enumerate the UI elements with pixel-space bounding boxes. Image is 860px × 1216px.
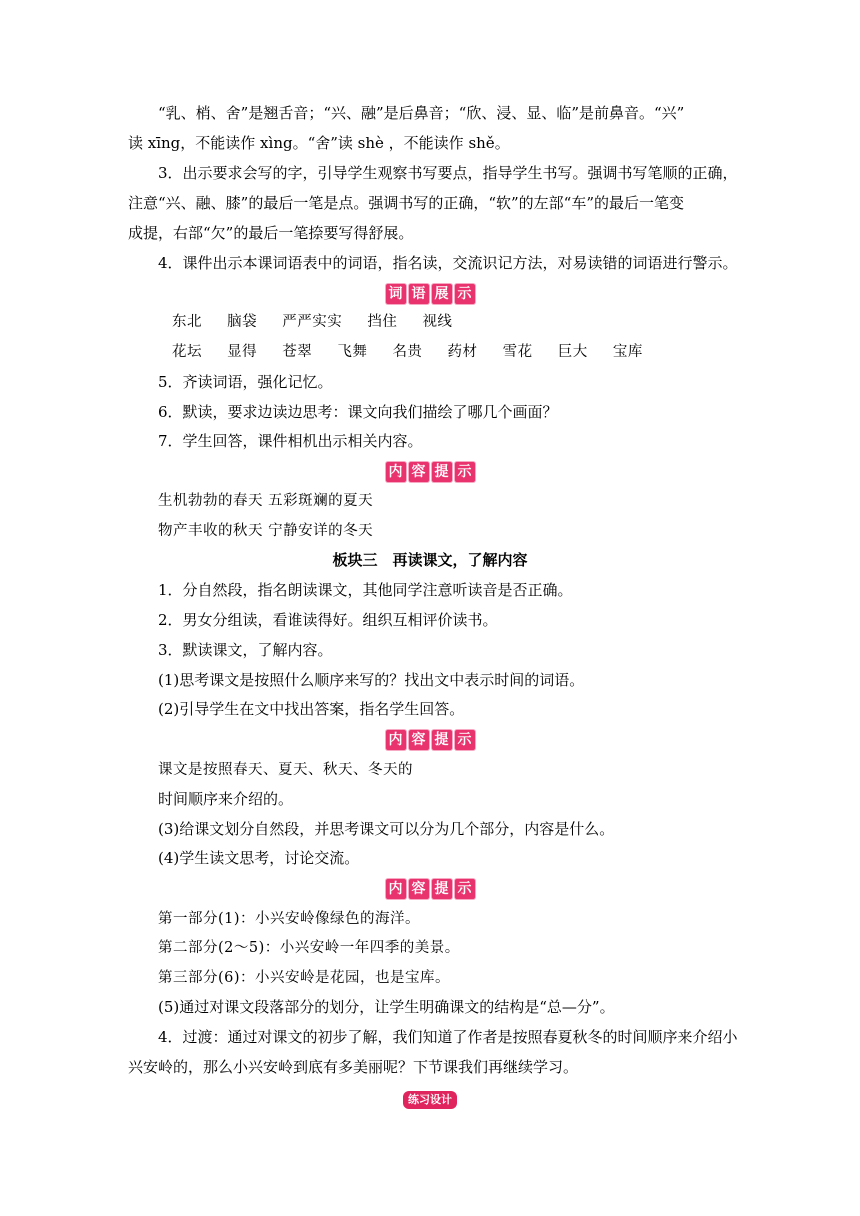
paragraph-line: 读 xīng，不能读作 xìng。“舍”读 shè ，不能读作 shě。 — [128, 134, 510, 152]
badge-char: 提 — [432, 879, 452, 899]
content-tip-line: 第一部分(1)：小兴安岭像绿色的海洋。 — [158, 911, 421, 927]
badge-char: 容 — [409, 730, 429, 750]
paragraph-line: 3．默读课文，了解内容。 — [158, 641, 333, 659]
practice-design-badge — [0, 1088, 860, 1109]
vocab-word: 药材 — [447, 344, 478, 360]
paragraph-line: 7．学生回答，课件相机出示相关内容。 — [158, 432, 423, 450]
badge-char: 提 — [432, 462, 452, 482]
paragraph-line: 3．出示要求会写的字，引导学生观察书写要点，指导学生书写。强调书写笔顺的正确， — [158, 164, 738, 182]
paragraph-line: 5．齐读词语，强化记忆。 — [158, 373, 333, 391]
badge-char: 提 — [432, 730, 452, 750]
practice-design-label: 练习设计 — [403, 1091, 457, 1109]
paragraph-line: 4．课件出示本课词语表中的词语，指名读，交流识记方法，对易读错的词语进行警示。 — [158, 254, 738, 272]
word-list-row-1 — [172, 312, 472, 332]
paragraph-line: 注意“兴、融、膝”的最后一笔是点。强调书写的正确，“软”的左部“车”的最后一笔变 — [128, 194, 685, 212]
neirong-tishi-badge — [0, 461, 860, 483]
word-list-row-2 — [172, 342, 663, 362]
badge-char: 语 — [409, 284, 429, 304]
badge-char: 示 — [455, 284, 475, 304]
paragraph-line: (5)通过对课文段落部分的划分，让学生明确课文的结构是“总—分”。 — [158, 998, 615, 1016]
content-tip-line: 第二部分(2～5)：小兴安岭一年四季的美景。 — [158, 940, 460, 956]
vocab-word: 雪花 — [502, 344, 533, 360]
vocab-word: 视线 — [422, 314, 453, 330]
vocab-word: 严严实实 — [282, 314, 343, 330]
paragraph-line: “乳、梢、舍”是翘舌音；“兴、融”是后鼻音；“欣、浸、显、临”是前鼻音。“兴” — [158, 104, 685, 122]
badge-char: 展 — [432, 284, 452, 304]
vocab-word: 飞舞 — [337, 344, 368, 360]
paragraph-line: 6．默读，要求边读边思考：课文向我们描绘了哪几个画面？ — [158, 403, 558, 421]
badge-char: 内 — [386, 462, 406, 482]
vocab-word: 东北 — [172, 314, 202, 330]
vocab-word: 显得 — [227, 344, 258, 360]
badge-char: 容 — [409, 879, 429, 899]
paragraph-line: (3)给课文划分自然段，并思考课文可以分为几个部分，内容是什么。 — [158, 820, 615, 838]
content-tip-line: 第三部分(6)：小兴安岭是花园，也是宝库。 — [158, 970, 451, 986]
paragraph-line: 4．过渡：通过对课文的初步了解，我们知道了作者是按照春夏秋冬的时间顺序来介绍小 — [158, 1028, 738, 1046]
neirong-tishi-badge — [0, 729, 860, 751]
content-tip-line: 生机勃勃的春天 五彩斑斓的夏天 — [158, 493, 374, 509]
vocab-word: 巨大 — [557, 344, 588, 360]
section-heading: 板块三 再读课文，了解内容 — [332, 551, 528, 569]
badge-char: 内 — [386, 879, 406, 899]
paragraph-line: 1．分自然段，指名朗读课文，其他同学注意听读音是否正确。 — [158, 581, 573, 599]
badge-char: 示 — [455, 462, 475, 482]
vocab-word: 名贵 — [392, 344, 423, 360]
ciyu-zhanshi-badge — [0, 283, 860, 305]
paragraph-line: (2)引导学生在文中找出答案，指名学生回答。 — [158, 700, 465, 718]
neirong-tishi-badge — [0, 878, 860, 900]
badge-char: 容 — [409, 462, 429, 482]
vocab-word: 花坛 — [172, 344, 202, 360]
vocab-word: 挡住 — [367, 314, 398, 330]
content-tip-line: 时间顺序来介绍的。 — [158, 790, 294, 808]
paragraph-line: (1)思考课文是按照什么顺序来写的？找出文中表示时间的词语。 — [158, 671, 585, 689]
content-tip-line: 物产丰收的秋天 宁静安详的冬天 — [158, 523, 374, 539]
vocab-word: 苍翠 — [282, 344, 313, 360]
badge-char: 内 — [386, 730, 406, 750]
vocab-word: 脑袋 — [227, 314, 258, 330]
badge-char: 词 — [386, 284, 406, 304]
vocab-word: 宝库 — [612, 344, 643, 360]
badge-char: 示 — [455, 879, 475, 899]
paragraph-line: 2．男女分组读，看谁读得好。组织互相评价读书。 — [158, 611, 498, 629]
paragraph-line: (4)学生读文思考，讨论交流。 — [158, 849, 360, 867]
paragraph-line: 成提，右部“欠”的最后一笔捺要写得舒展。 — [128, 224, 414, 242]
paragraph-line: 兴安岭的，那么小兴安岭到底有多美丽呢？下节课我们再继续学习。 — [128, 1058, 579, 1076]
badge-char: 示 — [455, 730, 475, 750]
content-tip-line: 课文是按照春天、夏天、秋天、冬天的 — [158, 762, 413, 778]
